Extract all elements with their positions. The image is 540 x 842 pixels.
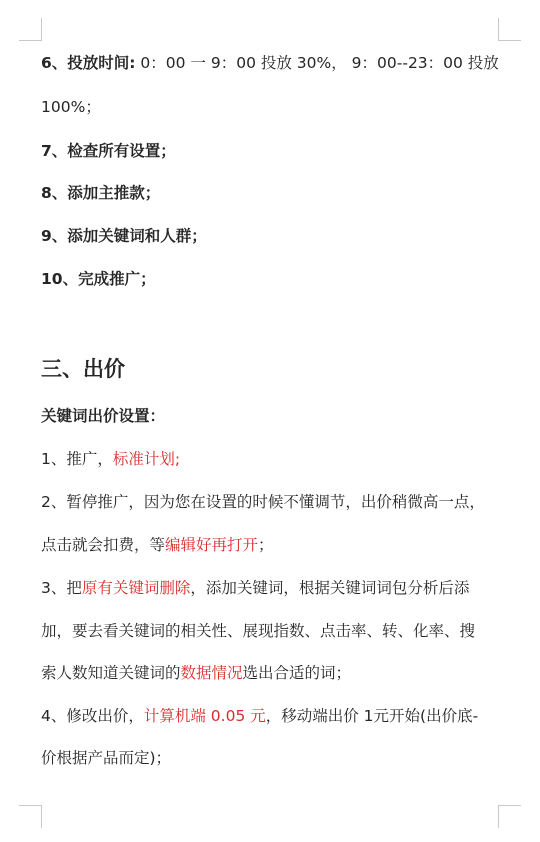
section-heading: 三、出价 [41, 357, 125, 381]
item-3-highlight-1: 原有关键词删除 [81, 579, 191, 597]
item-4-highlight: 计算机端 0.05 元 [143, 707, 266, 725]
item-1 [41, 448, 510, 470]
page-corner-mark-bottom-right [498, 805, 521, 828]
page-corner-mark-bottom-left [19, 805, 42, 828]
item-4-text-start: 4、修改出价， [41, 707, 144, 725]
step-10: 10、完成推广； [41, 270, 156, 288]
item-1-text: 1、推广， [41, 450, 113, 468]
step-6-line [41, 52, 510, 74]
item-4-line-2: 价根据产品而定)； [41, 749, 172, 767]
item-2-line-2 [41, 534, 510, 556]
step-6-text: 0：00 一 9：00 投放 30%， 9：00--23：00 投放 [135, 54, 499, 72]
item-3-line-1 [41, 577, 510, 599]
item-2-text-end: ； [258, 536, 274, 554]
step-7: 7、检查所有设置； [41, 142, 176, 160]
item-3-text: ，添加关键词，根据关键词词包分析后添 [190, 579, 470, 597]
step-6-continuation: 100%； [41, 98, 101, 116]
item-3-line-3 [41, 662, 510, 684]
item-2-highlight: 编辑好再打开 [165, 536, 259, 554]
item-4-line-1 [41, 705, 510, 727]
item-3-highlight-2: 数据情况 [180, 664, 243, 682]
step-8: 8、添加主推款； [41, 184, 161, 202]
item-3-text-pre: 索人数知道关键词的 [41, 664, 181, 682]
item-2-text: 点击就会扣费，等 [41, 536, 166, 554]
item-3-text-start: 3、把 [41, 579, 82, 597]
item-3-text-post: 选出合适的词； [242, 664, 352, 682]
item-1-highlight: 标准计划; [112, 450, 181, 468]
step-9: 9、添加关键词和人群； [41, 227, 207, 245]
section-subheading: 关键词出价设置： [41, 407, 166, 425]
step-6-label: 6、投放时间: [41, 54, 136, 72]
item-3-line-2: 加，要去看关键词的相关性、展现指数、点击率、转、化率、搜 [41, 622, 476, 640]
page-corner-mark-top-left [19, 18, 42, 41]
page-corner-mark-top-right [498, 18, 521, 41]
item-4-text: ，移动端出价 1元开始(出价底- [265, 707, 479, 725]
item-2-line-1: 2、暂停推广，因为您在设置的时候不懂调节，出价稍微高一点， [41, 493, 485, 511]
